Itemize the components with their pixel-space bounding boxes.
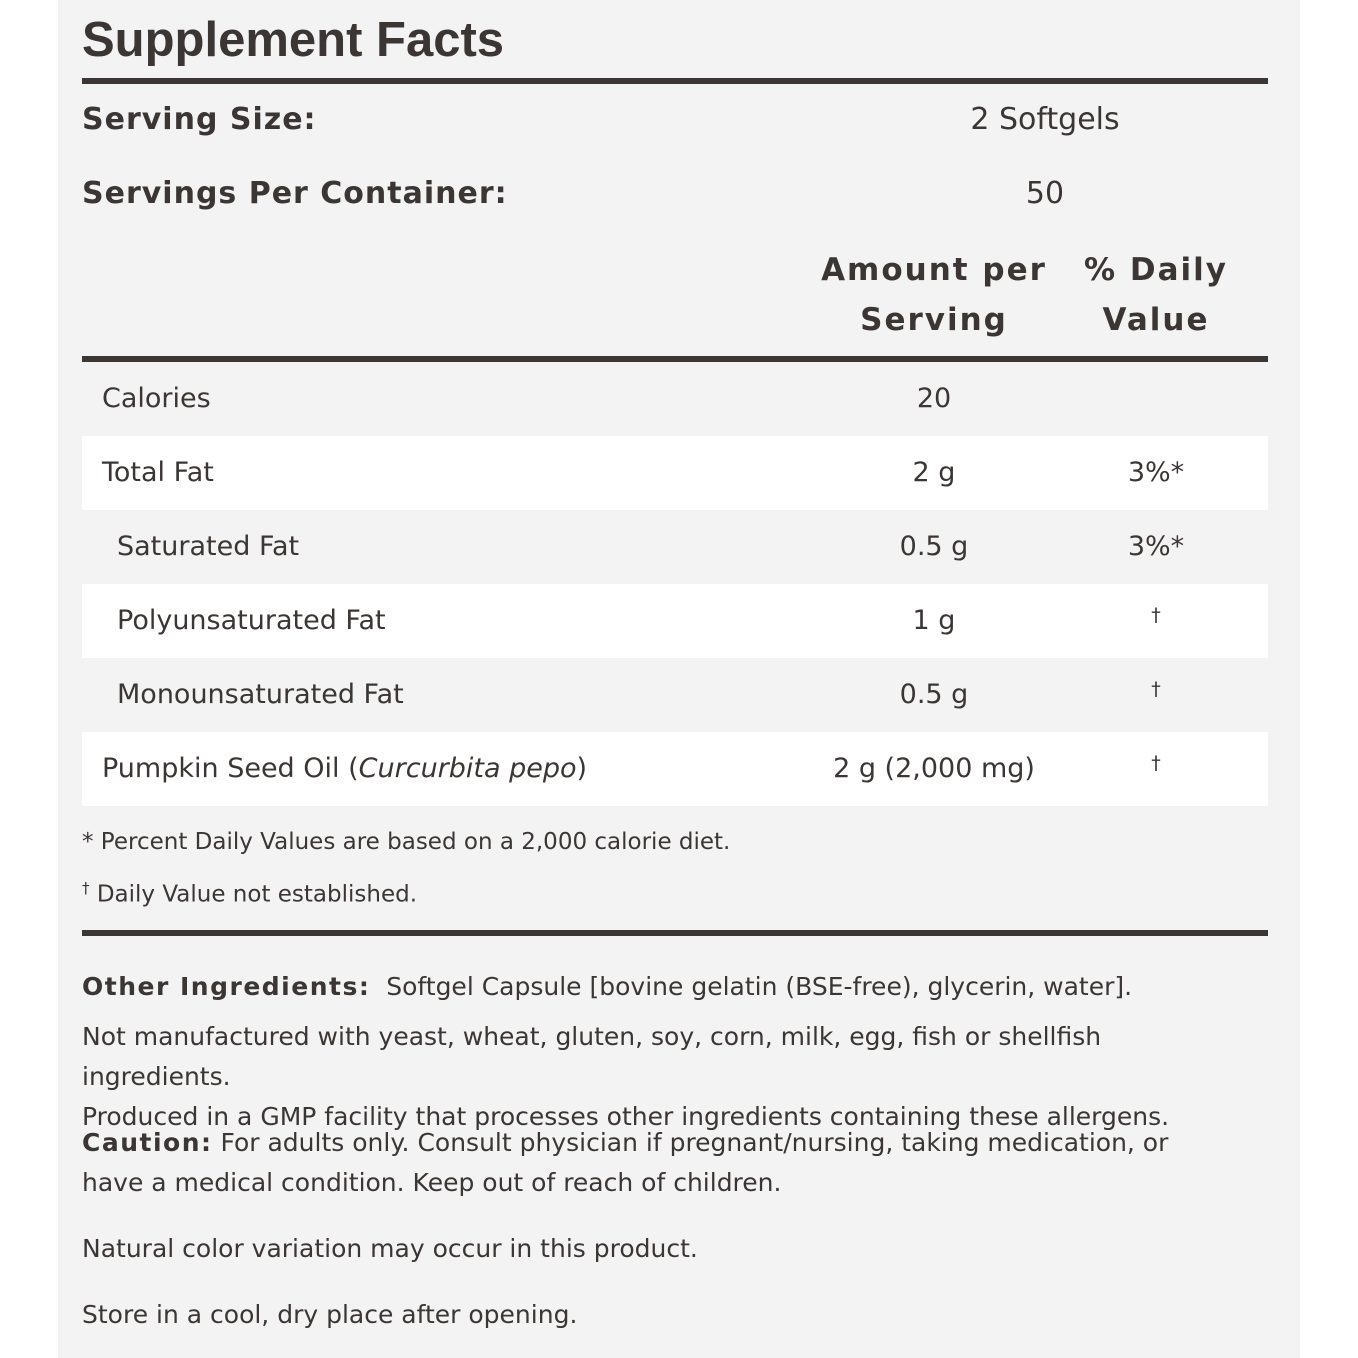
nutrient-amount: 20 <box>916 383 952 414</box>
other-ingredients <box>82 967 1232 1007</box>
page-title: Supplement Facts <box>82 13 505 67</box>
dagger-note-text: Daily Value not established. <box>96 881 418 908</box>
serving-size-label: Serving Size: <box>82 102 317 137</box>
table-row <box>82 658 1268 732</box>
serving-size-value: 2 Softgels <box>970 102 1120 137</box>
nutrient-amount: 0.5 g <box>899 679 969 710</box>
table-row <box>82 510 1268 584</box>
allergen-line-2: Produced in a GMP facility that processes other ingredients containing these allergens. <box>82 1102 1170 1131</box>
allergen-line-1: Not manufactured with yeast, wheat, gluten, soy, corn, milk, egg, fish or shellfish ingredients. <box>82 1022 1102 1091</box>
dagger-icon: † <box>82 879 90 897</box>
allergen-statement <box>82 1017 1232 1137</box>
caution-text: For adults only. Consult physician if pregnant/nursing, taking medication, or have a medical condition. Keep out of reach of children. <box>82 1128 1169 1197</box>
nutrient-amount: 2 g (2,000 mg) <box>833 753 1035 784</box>
table-row <box>82 362 1268 436</box>
servings-per-container-value: 50 <box>1025 176 1065 211</box>
nutrient-daily-value: † <box>1151 604 1161 626</box>
other-ingredients-text: Softgel Capsule [bovine gelatin (BSE-free), glycerin, water]. <box>386 972 1133 1001</box>
nutrient-name: Calories <box>102 383 211 414</box>
caution-statement <box>82 1123 1202 1203</box>
storage-note: Store in a cool, dry place after opening. <box>82 1300 578 1329</box>
amount-header-line2: Serving <box>860 302 1008 338</box>
dv-header-line2: Value <box>1102 302 1210 338</box>
nutrient-name-end: ) <box>576 753 588 784</box>
nutrient-name: Polyunsaturated Fat <box>117 605 386 636</box>
nutrient-daily-value <box>1082 362 1230 436</box>
nutrient-daily-value: 3%* <box>1127 531 1185 562</box>
nutrient-amount: 1 g <box>912 605 956 636</box>
nutrient-name <box>102 732 587 806</box>
color-variation-note: Natural color variation may occur in this product. <box>82 1234 698 1263</box>
servings-per-container-label: Servings Per Container: <box>82 176 508 211</box>
nutrient-daily-value: † <box>1151 752 1161 774</box>
percent-daily-value-note: * Percent Daily Values are based on a 2,000 calorie diet. <box>82 829 731 855</box>
nutrient-name-start: Pumpkin Seed Oil ( <box>102 753 359 784</box>
other-ingredients-label: Other Ingredients: <box>82 972 371 1001</box>
nutrient-amount: 0.5 g <box>899 531 969 562</box>
amount-header-line1: Amount per <box>821 252 1047 288</box>
caution-label: Caution: <box>82 1128 213 1157</box>
amount-column-header <box>814 245 1054 345</box>
table-row <box>82 584 1268 658</box>
dagger-note <box>82 879 417 908</box>
footer-divider <box>82 930 1268 936</box>
top-divider <box>82 78 1268 84</box>
nutrient-name: Saturated Fat <box>117 531 300 562</box>
botanical-name: Curcurbita pepo <box>358 753 577 784</box>
nutrient-name: Total Fat <box>102 457 214 488</box>
dv-header-line1: % Daily <box>1084 252 1228 288</box>
nutrient-daily-value: † <box>1151 678 1161 700</box>
table-row <box>82 732 1268 806</box>
nutrient-amount: 2 g <box>912 457 956 488</box>
table-row <box>82 436 1268 510</box>
nutrient-daily-value: 3%* <box>1127 457 1185 488</box>
daily-value-column-header <box>1070 245 1242 345</box>
nutrient-name: Monounsaturated Fat <box>117 679 404 710</box>
